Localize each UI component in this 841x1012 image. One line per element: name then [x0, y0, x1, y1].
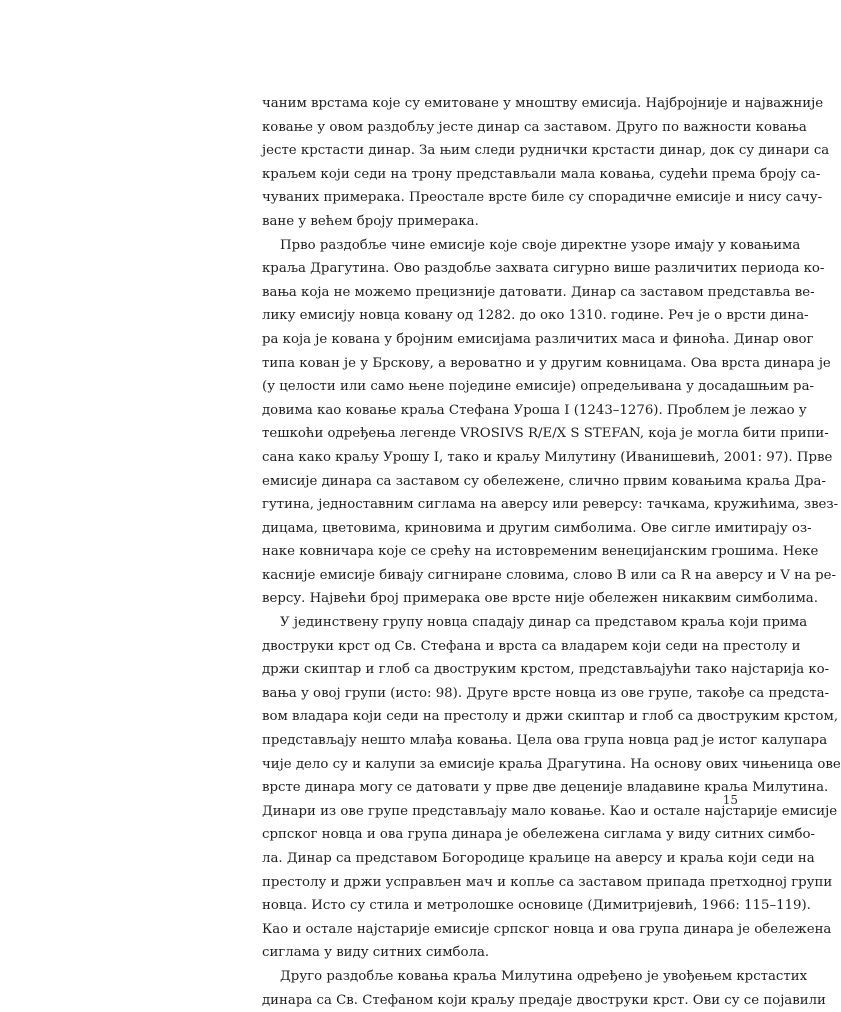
text-line: престолу и држи усправљен мач и копље са заставом припада претходној групи	[262, 874, 833, 890]
text-line: краљем који седи на трону представљали мала ковања, судећи према броју са-	[262, 166, 821, 182]
text-line: касније емисије бивају сигниране словима, слово B или са R на аверсу и V на ре-	[262, 567, 837, 583]
text-line: (у целости или само њене поједине емисије) опредељивана у досадашњим ра-	[262, 379, 814, 395]
text-line: ра која је кована у бројним емисијама различитих маса и финоћа. Динар овог	[262, 331, 814, 347]
text-line: чије дело су и калупи за емисије краља Драгутина. На основу ових чињеница ове	[262, 756, 841, 772]
paragraph	[262, 234, 839, 612]
text-line: Динари из ове групе представљају мало ковање. Као и остале најстарије емисије	[262, 803, 838, 819]
text-line: У јединствену групу новца спадају динар са представом краља који прима	[280, 615, 808, 631]
text-line: јесте крстасти динар. За њим следи руднички крстасти динар, док су динари са	[262, 143, 830, 159]
text-line: Прво раздобље чине емисије које своје директне узоре имају у ковањима	[280, 237, 801, 253]
text-line: Друго раздобље ковања краља Милутина одређено је увођењем крстастих	[280, 968, 808, 984]
text-line: представљају нешто млађа ковања. Цела ова група новца рад је истог калупара	[262, 733, 828, 749]
text-line: динара са Св. Стефаном који краљу предаје двоструки крст. Ови су се појавили	[262, 992, 826, 1008]
page-number: 15	[722, 793, 738, 807]
text-line: лику емисију новца ковану од 1282. до око 1310. године. Реч је о врсти дина-	[262, 308, 809, 324]
text-line: чуваних примерака. Преостале врсте биле су спорадичне емисије и нису сачу-	[262, 190, 823, 206]
text-line: гутина, једноставним сиглама на аверсу или реверсу: тачкама, кружићима, звез-	[262, 497, 839, 513]
text-line: двоструки крст од Св. Стефана и врста са владарем који седи на престолу и	[262, 638, 801, 654]
text-line: типа кован је у Брскову, а вероватно и у другим ковницама. Ова врста динара је	[262, 355, 831, 371]
text-line: новца. Исто су стила и метролошке основице (Димитријевић, 1966: 115–119).	[262, 898, 811, 914]
text-line: наке ковничара које се срећу на истовременим венецијанским грошима. Неке	[262, 544, 819, 560]
text-line: ване у већем броју примерака.	[262, 213, 479, 229]
text-line: сиглама у виду ситних симбола.	[262, 945, 490, 961]
text-line: чаним врстама које су емитоване у мноштву емисија. Најбројније и најважније	[262, 96, 824, 111]
body-text	[262, 92, 841, 1012]
text-line: версу. Највећи број примерака ове врсте није обележен никаквим симболима.	[262, 591, 818, 607]
text-line: Као и остале најстарије емисије српског новца и ова група динара је обележена	[262, 921, 832, 937]
paragraph	[262, 965, 826, 1012]
text-line: довима као ковање краља Стефана Уроша I (1243–1276). Проблем је лежао у	[262, 402, 807, 418]
text-line: дицама, цветовима, криновима и другим симболима. Ове сигле имитирају оз-	[262, 520, 812, 536]
text-line: тешкоћи одређења легенде VROSIVS R/E/X S STEFAN, која је могла бити припи-	[262, 426, 829, 442]
text-line: вом владара који седи на престолу и држи скиптар и глоб са двоструким крстом,	[262, 709, 839, 725]
text-line: сана како краљу Урошу I, тако и краљу Милутину (Иванишевић, 2001: 97). Прве	[262, 449, 833, 465]
text-line: краља Драгутина. Ово раздобље захвата сигурно више различитих периода ко-	[262, 261, 825, 277]
text-line: српског новца и ова група динара је обележена сиглама у виду ситних симбо-	[262, 827, 815, 843]
text-line: емисије динара са заставом су обележене, слично првим ковањима краља Дра-	[262, 473, 826, 489]
text-line: врсте динара могу се датовати у прве две деценије владавине краља Милутина.	[262, 780, 829, 796]
text-line: вања која не можемо прецизније датовати. Динар са заставом представља ве-	[262, 284, 815, 300]
paragraph	[262, 92, 830, 234]
text-line: држи скиптар и глоб са двоструким крстом, представљајући тако најстарија ко-	[262, 662, 830, 678]
paragraph	[262, 611, 841, 965]
text-line: вања у овој групи (исто: 98). Друге врсте новца из ове групе, такође са предста-	[262, 685, 830, 701]
text-line: ла. Динар са представом Богородице краљице на аверсу и краља који седи на	[262, 851, 815, 866]
text-line: ковање у овом раздобљу јесте динар са заставом. Друго по важности ковања	[262, 119, 807, 135]
